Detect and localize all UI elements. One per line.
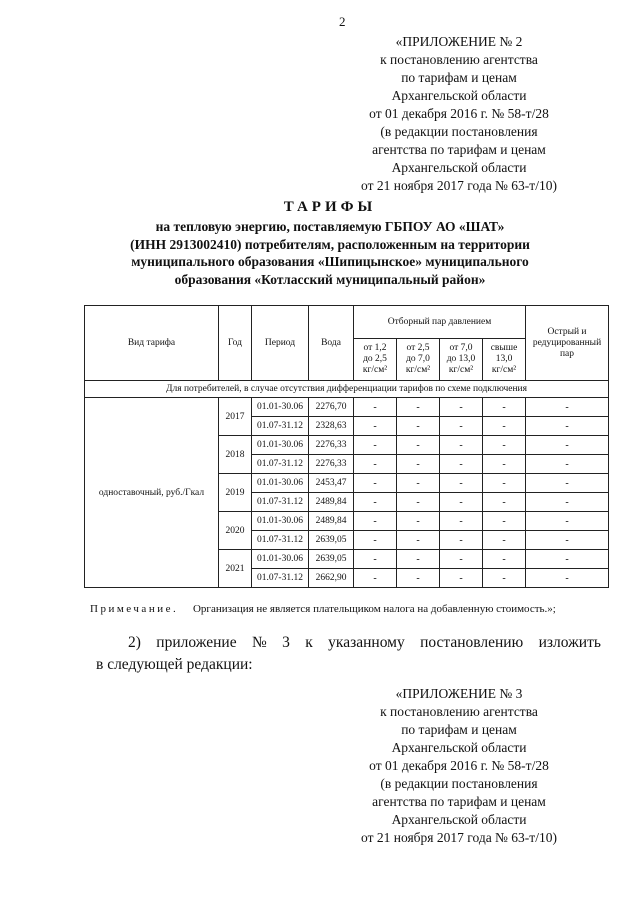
period-cell: 01.07-31.12 — [252, 493, 309, 512]
appendix-line: к постановлению агентства — [380, 704, 538, 719]
steam-value: - — [440, 550, 483, 569]
water-value: 2276,33 — [309, 436, 354, 455]
steam-value: - — [440, 455, 483, 474]
water-value: 2276,33 — [309, 455, 354, 474]
document-title — [80, 196, 580, 288]
paragraph-line-2: в следующей редакции: — [96, 656, 253, 673]
header-sharp-steam-line: Острый и — [547, 326, 587, 337]
header-steam-group: Отборный пар давлением — [354, 306, 526, 339]
section-label: Для потребителей, в случае отсутствия дифференциации тарифов по схеме подключения — [85, 381, 609, 398]
steam-value: - — [483, 474, 526, 493]
sharp-steam-value: - — [526, 531, 609, 550]
sharp-steam-value: - — [526, 512, 609, 531]
header-steam-line: от 1,2 — [363, 343, 387, 353]
water-value: 2328,63 — [309, 417, 354, 436]
appendix-line: «ПРИЛОЖЕНИЕ № 3 — [395, 686, 523, 701]
header-steam-line: до 13,0 — [446, 354, 476, 364]
steam-value: - — [397, 550, 440, 569]
header-sharp-steam-line: редуцированный — [532, 337, 602, 348]
appendix-line: Архангельской области — [391, 812, 527, 827]
steam-value: - — [354, 512, 397, 531]
steam-value: - — [354, 569, 397, 588]
appendix-line: Архангельской области — [391, 740, 527, 755]
sharp-steam-value: - — [526, 569, 609, 588]
appendix-line: от 01 декабря 2016 г. № 58-т/28 — [369, 106, 549, 121]
sharp-steam-value: - — [526, 493, 609, 512]
appendix-header-bottom — [330, 685, 588, 847]
steam-value: - — [440, 436, 483, 455]
header-steam-line: кг/см² — [448, 365, 474, 375]
appendix-line: агентства по тарифам и ценам — [372, 142, 546, 157]
title-line: образования «Котласский муниципальный район» — [174, 271, 486, 287]
paragraph-word: постановлению — [420, 634, 524, 651]
year-cell: 2021 — [219, 550, 252, 588]
header-period: Период — [252, 306, 309, 381]
appendix-line: к постановлению агентства — [380, 52, 538, 67]
steam-value: - — [397, 474, 440, 493]
steam-value: - — [397, 512, 440, 531]
header-steam-line: 13,0 — [495, 354, 513, 364]
header-steam-line: кг/см² — [362, 365, 388, 375]
period-cell: 01.01-30.06 — [252, 550, 309, 569]
title-line: (ИНН 2913002410) потребителям, расположенным на территории — [130, 236, 530, 252]
header-sharp-steam — [526, 306, 609, 381]
header-steam-line: кг/см² — [405, 365, 431, 375]
header-steam-1 — [354, 339, 397, 381]
water-value: 2276,70 — [309, 398, 354, 417]
period-cell: 01.07-31.12 — [252, 417, 309, 436]
water-value: 2639,05 — [309, 550, 354, 569]
header-tariff-type: Вид тарифа — [85, 306, 219, 381]
water-value: 2662,90 — [309, 569, 354, 588]
steam-value: - — [483, 455, 526, 474]
title-line: муниципального образования «Шипицынское» муниципального — [131, 254, 529, 269]
body-paragraph — [96, 632, 601, 676]
appendix-line: по тарифам и ценам — [401, 722, 517, 737]
table-note — [90, 603, 556, 615]
water-value: 2489,84 — [309, 493, 354, 512]
year-cell: 2017 — [219, 398, 252, 436]
period-cell: 01.01-30.06 — [252, 474, 309, 493]
steam-value: - — [354, 436, 397, 455]
header-steam-line: от 2,5 — [406, 343, 430, 353]
appendix-line: от 01 декабря 2016 г. № 58-т/28 — [369, 758, 549, 773]
steam-value: - — [440, 474, 483, 493]
steam-value: - — [354, 493, 397, 512]
period-cell: 01.01-30.06 — [252, 436, 309, 455]
sharp-steam-value: - — [526, 417, 609, 436]
steam-value: - — [483, 417, 526, 436]
appendix-line: от 21 ноября 2017 года № 63-т/10) — [361, 830, 557, 845]
year-cell: 2020 — [219, 512, 252, 550]
title-line: на тепловую энергию, поставляемую ГБПОУ АО «ШАТ» — [155, 219, 505, 234]
header-steam-3 — [440, 339, 483, 381]
water-value: 2489,84 — [309, 512, 354, 531]
steam-value: - — [397, 569, 440, 588]
appendix-line: (в редакции постановления — [380, 776, 538, 791]
steam-value: - — [440, 398, 483, 417]
steam-value: - — [354, 455, 397, 474]
appendix-line: Архангельской области — [391, 88, 527, 103]
header-steam-line: свыше — [490, 343, 518, 353]
year-cell: 2019 — [219, 474, 252, 512]
appendix-line: от 21 ноября 2017 года № 63-т/10) — [361, 178, 557, 193]
paragraph-word: к — [305, 634, 313, 651]
steam-value: - — [397, 398, 440, 417]
paragraph-word: приложение — [156, 634, 237, 651]
paragraph-line-1 — [96, 632, 601, 654]
period-cell: 01.01-30.06 — [252, 398, 309, 417]
sharp-steam-value: - — [526, 550, 609, 569]
header-water: Вода — [309, 306, 354, 381]
paragraph-word: указанному — [328, 634, 405, 651]
appendix-line: агентства по тарифам и ценам — [372, 794, 546, 809]
header-steam-line: кг/см² — [491, 365, 517, 375]
steam-value: - — [483, 550, 526, 569]
steam-value: - — [354, 550, 397, 569]
paragraph-word: 2) — [128, 634, 141, 651]
steam-value: - — [483, 512, 526, 531]
steam-value: - — [397, 493, 440, 512]
tariff-table — [84, 305, 609, 588]
steam-value: - — [354, 398, 397, 417]
period-cell: 01.07-31.12 — [252, 531, 309, 550]
header-steam-2 — [397, 339, 440, 381]
steam-value: - — [397, 436, 440, 455]
header-steam-4 — [483, 339, 526, 381]
steam-value: - — [483, 531, 526, 550]
sharp-steam-value: - — [526, 436, 609, 455]
header-steam-line: от 7,0 — [449, 343, 473, 353]
period-cell: 01.07-31.12 — [252, 569, 309, 588]
paragraph-word: 3 — [282, 634, 290, 651]
header-year: Год — [219, 306, 252, 381]
appendix-header-top — [330, 33, 588, 195]
steam-value: - — [483, 436, 526, 455]
header-steam-line: до 7,0 — [406, 354, 430, 364]
paragraph-word: изложить — [538, 634, 601, 651]
appendix-line: по тарифам и ценам — [401, 70, 517, 85]
sharp-steam-value: - — [526, 455, 609, 474]
water-value: 2453,47 — [309, 474, 354, 493]
sharp-steam-value: - — [526, 474, 609, 493]
appendix-line: Архангельской области — [391, 160, 527, 175]
tariff-name: одноставочный, руб./Гкал — [85, 398, 219, 588]
steam-value: - — [397, 417, 440, 436]
year-cell: 2018 — [219, 436, 252, 474]
period-cell: 01.07-31.12 — [252, 455, 309, 474]
title-heading: ТАРИФЫ — [283, 199, 377, 215]
steam-value: - — [397, 531, 440, 550]
steam-value: - — [397, 455, 440, 474]
steam-value: - — [440, 493, 483, 512]
water-value: 2639,05 — [309, 531, 354, 550]
sharp-steam-value: - — [526, 398, 609, 417]
period-cell: 01.01-30.06 — [252, 512, 309, 531]
header-steam-line: до 2,5 — [363, 354, 387, 364]
steam-value: - — [440, 569, 483, 588]
paragraph-word: № — [251, 634, 267, 651]
header-sharp-steam-line: пар — [559, 348, 575, 359]
steam-value: - — [483, 493, 526, 512]
steam-value: - — [440, 531, 483, 550]
note-text: Организация не является плательщиком налога на добавленную стоимость.»; — [192, 603, 556, 615]
steam-value: - — [354, 531, 397, 550]
steam-value: - — [354, 417, 397, 436]
appendix-line: (в редакции постановления — [380, 124, 538, 139]
steam-value: - — [483, 398, 526, 417]
steam-value: - — [440, 512, 483, 531]
note-label: Примечание. — [90, 603, 179, 615]
appendix-line: «ПРИЛОЖЕНИЕ № 2 — [395, 34, 523, 49]
steam-value: - — [440, 417, 483, 436]
page-number: 2 — [339, 14, 346, 29]
steam-value: - — [483, 569, 526, 588]
steam-value: - — [354, 474, 397, 493]
